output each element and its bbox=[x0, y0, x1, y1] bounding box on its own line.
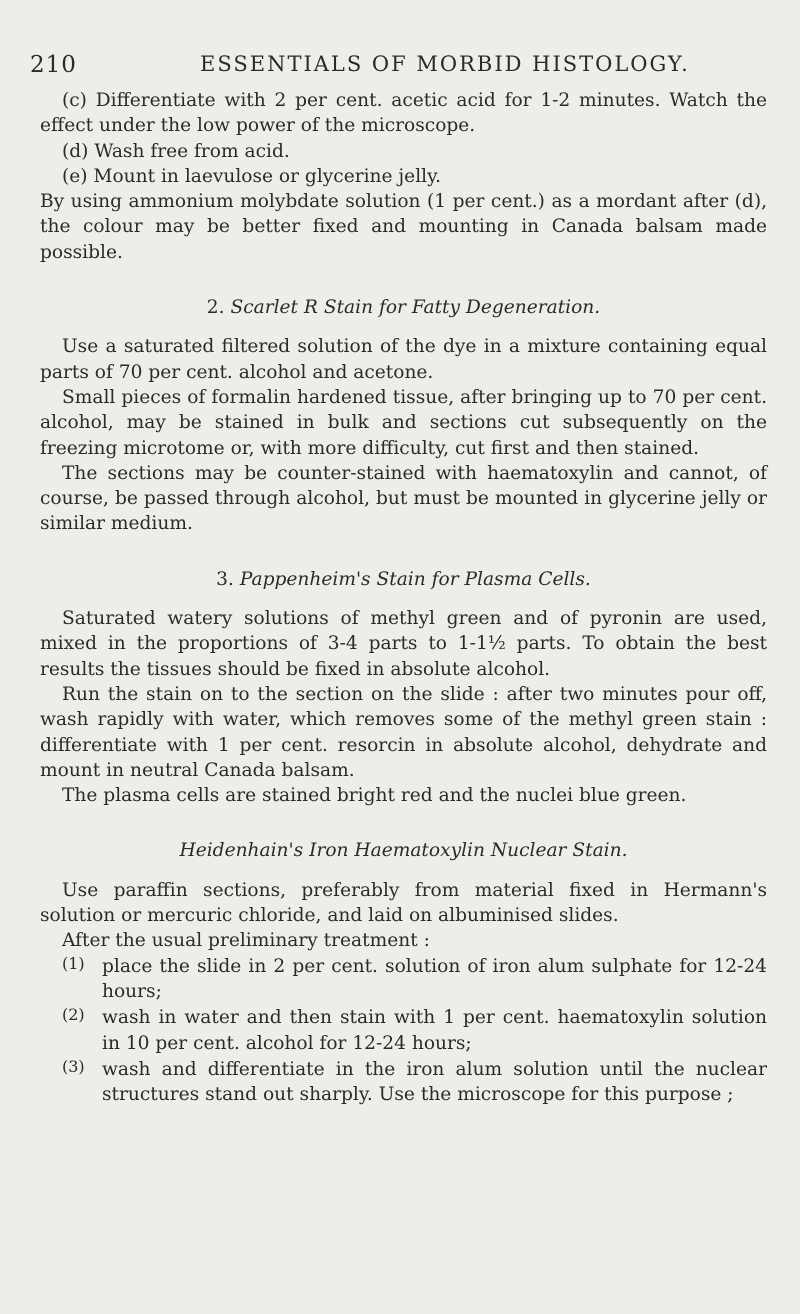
list-text: wash and differentiate in the iron alum solution until the nuclear structures stand out sharply. Use the microscope for this purpose ; bbox=[102, 1058, 767, 1106]
list-text: wash in water and then stain with 1 per cent. haematoxylin solution in 10 per cent. alcohol for 12-24 hours; bbox=[102, 1007, 767, 1054]
list-marker: (3) bbox=[62, 1056, 85, 1076]
page-header bbox=[30, 52, 770, 82]
step-e: (e) Mount in laevulose or glycerine jelly. bbox=[62, 165, 442, 187]
step-d: (d) Wash free from acid. bbox=[62, 140, 290, 162]
list-item bbox=[62, 1057, 767, 1108]
section-2-paragraph-1: Use a saturated filtered solution of the dye in a mixture containing equal parts of 70 per cent. alcohol and acetone. bbox=[40, 336, 767, 383]
running-title: ESSENTIALS OF MORBID HISTOLOGY. bbox=[200, 52, 690, 76]
section-4-paragraph-2: After the usual preliminary treatment : bbox=[62, 930, 430, 952]
treatment-list bbox=[40, 954, 767, 1108]
section-2-heading bbox=[40, 295, 767, 320]
section-3-title: Pappenheim's Stain for Plasma Cells. bbox=[239, 568, 591, 590]
section-2-paragraph-2: Small pieces of formalin hardened tissue, after bringing up to 70 per cent. alcohol, may be stained in bulk and sections cut subsequently on the freezing microtome or, with more difficulty, cut first and then stained. bbox=[40, 386, 767, 459]
list-marker: (2) bbox=[62, 1005, 85, 1025]
section-2-number: 2. bbox=[206, 297, 225, 319]
section-2-paragraph-3: The sections may be counter-stained with haematoxylin and cannot, of course, be passed through alcohol, but must be mounted in glycerine jelly or similar medium. bbox=[40, 462, 767, 535]
page-number: 210 bbox=[30, 52, 77, 78]
mordant-note: By using ammonium molybdate solution (1 per cent.) as a mordant after (d), the colour may be better fixed and mounting in Canada balsam made possible. bbox=[40, 191, 767, 263]
section-3-heading bbox=[40, 567, 767, 592]
list-item bbox=[62, 954, 767, 1005]
section-3-paragraph-2: Run the stain on to the section on the slide : after two minutes pour off, wash rapidly with water, which removes some of the methyl green stain : differentiate with 1 per cent. resorcin in absolute alcohol, dehydrate and mount in neutral Canada balsam. bbox=[40, 683, 767, 781]
list-item bbox=[62, 1005, 767, 1056]
section-3-paragraph-3: The plasma cells are stained bright red and the nuclei blue green. bbox=[62, 785, 687, 807]
step-c: (c) Differentiate with 2 per cent. acetic acid for 1-2 minutes. Watch the effect under the low power of the microscope. bbox=[40, 90, 767, 137]
section-2-title: Scarlet R Stain for Fatty Degeneration. bbox=[230, 297, 601, 319]
page-body bbox=[40, 88, 767, 1108]
section-4-heading: Heidenhain's Iron Haematoxylin Nuclear Stain. bbox=[179, 840, 628, 862]
section-3-number: 3. bbox=[216, 568, 234, 590]
section-3-paragraph-1: Saturated watery solutions of methyl green and of pyronin are used, mixed in the proportions of 3-4 parts to 1-1½ parts. To obtain the best results the tissues should be fixed in absolute alcohol. bbox=[40, 608, 767, 680]
section-4-paragraph-1: Use paraffin sections, preferably from material fixed in Hermann's solution or mercuric chloride, and laid on albuminised slides. bbox=[40, 879, 767, 927]
list-text: place the slide in 2 per cent. solution of iron alum sulphate for 12-24 hours; bbox=[102, 955, 767, 1002]
list-marker: (1) bbox=[62, 953, 85, 973]
